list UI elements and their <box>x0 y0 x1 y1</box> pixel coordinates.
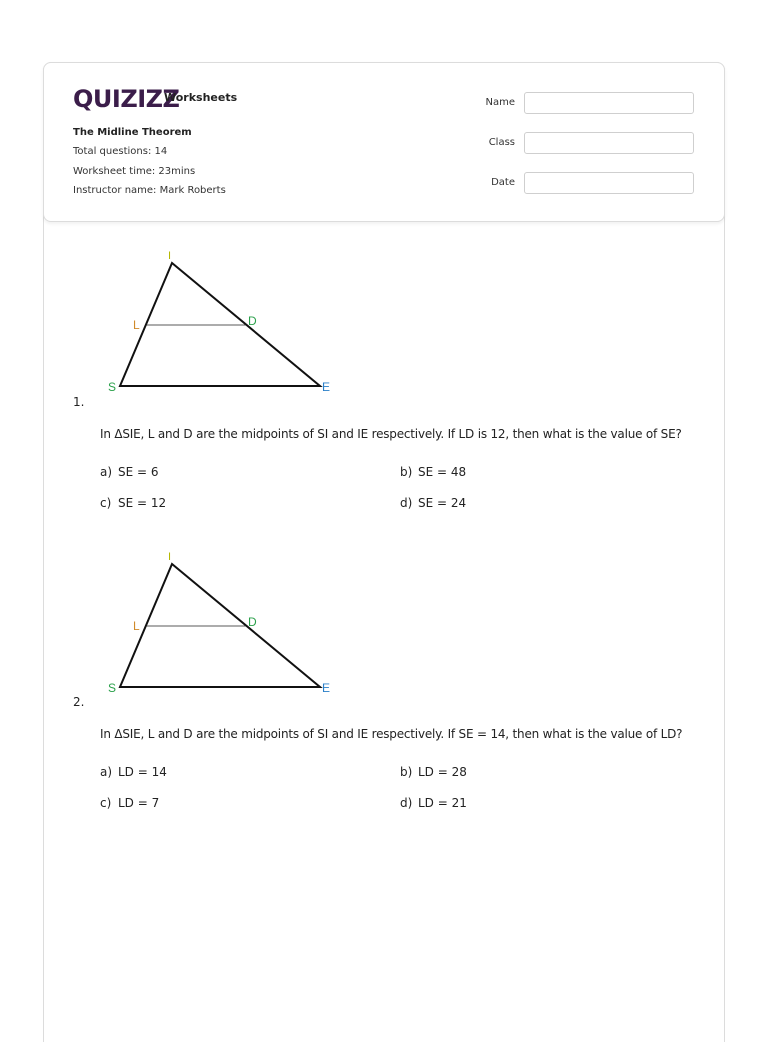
worksheet-time: Worksheet time: 23mins <box>73 166 196 177</box>
vertex-label-i: I <box>168 250 172 262</box>
vertex-label-s: S <box>108 380 117 394</box>
question-number: 2. <box>73 695 85 709</box>
class-label: Class <box>488 137 515 148</box>
date-label: Date <box>491 177 515 188</box>
option-c[interactable]: c) LD = 7 <box>100 796 160 810</box>
option-a[interactable]: a) SE = 6 <box>100 465 159 479</box>
triangle-sie <box>120 263 320 386</box>
name-field[interactable] <box>524 92 694 114</box>
triangle-sie <box>120 564 320 687</box>
option-b[interactable]: b) LD = 28 <box>400 765 467 779</box>
date-field[interactable] <box>524 172 694 194</box>
vertex-label-l: L <box>133 619 140 633</box>
option-d[interactable]: d) LD = 21 <box>400 796 467 810</box>
vertex-label-d: D <box>248 615 257 629</box>
vertex-label-d: D <box>248 314 257 328</box>
vertex-label-i: I <box>168 551 172 563</box>
vertex-label-e: E <box>322 681 331 695</box>
option-d[interactable]: d) SE = 24 <box>400 496 467 510</box>
question-text: In ΔSIE, L and D are the midpoints of SI and IE respectively. If SE = 14, then what is the value of LD? <box>100 727 683 741</box>
instructor-name: Instructor name: Mark Roberts <box>73 185 226 196</box>
vertex-label-s: S <box>108 681 117 695</box>
name-label: Name <box>485 97 515 108</box>
triangle-figure-2 <box>100 546 340 696</box>
total-questions: Total questions: 14 <box>73 146 168 157</box>
vertex-label-l: L <box>133 318 140 332</box>
question-text: In ΔSIE, L and D are the midpoints of SI and IE respectively. If LD is 12, then what is the value of SE? <box>100 427 682 441</box>
worksheet-title: The Midline Theorem <box>73 127 192 138</box>
logo-subtitle: Worksheets <box>164 91 238 104</box>
option-b[interactable]: b) SE = 48 <box>400 465 467 479</box>
worksheet-header <box>43 62 725 222</box>
triangle-figure-1 <box>100 245 340 395</box>
vertex-label-e: E <box>322 380 331 394</box>
question-number: 1. <box>73 395 85 409</box>
option-a[interactable]: a) LD = 14 <box>100 765 167 779</box>
quizizz-logo: QUIZIZZ <box>73 85 180 113</box>
option-c[interactable]: c) SE = 12 <box>100 496 167 510</box>
class-field[interactable] <box>524 132 694 154</box>
